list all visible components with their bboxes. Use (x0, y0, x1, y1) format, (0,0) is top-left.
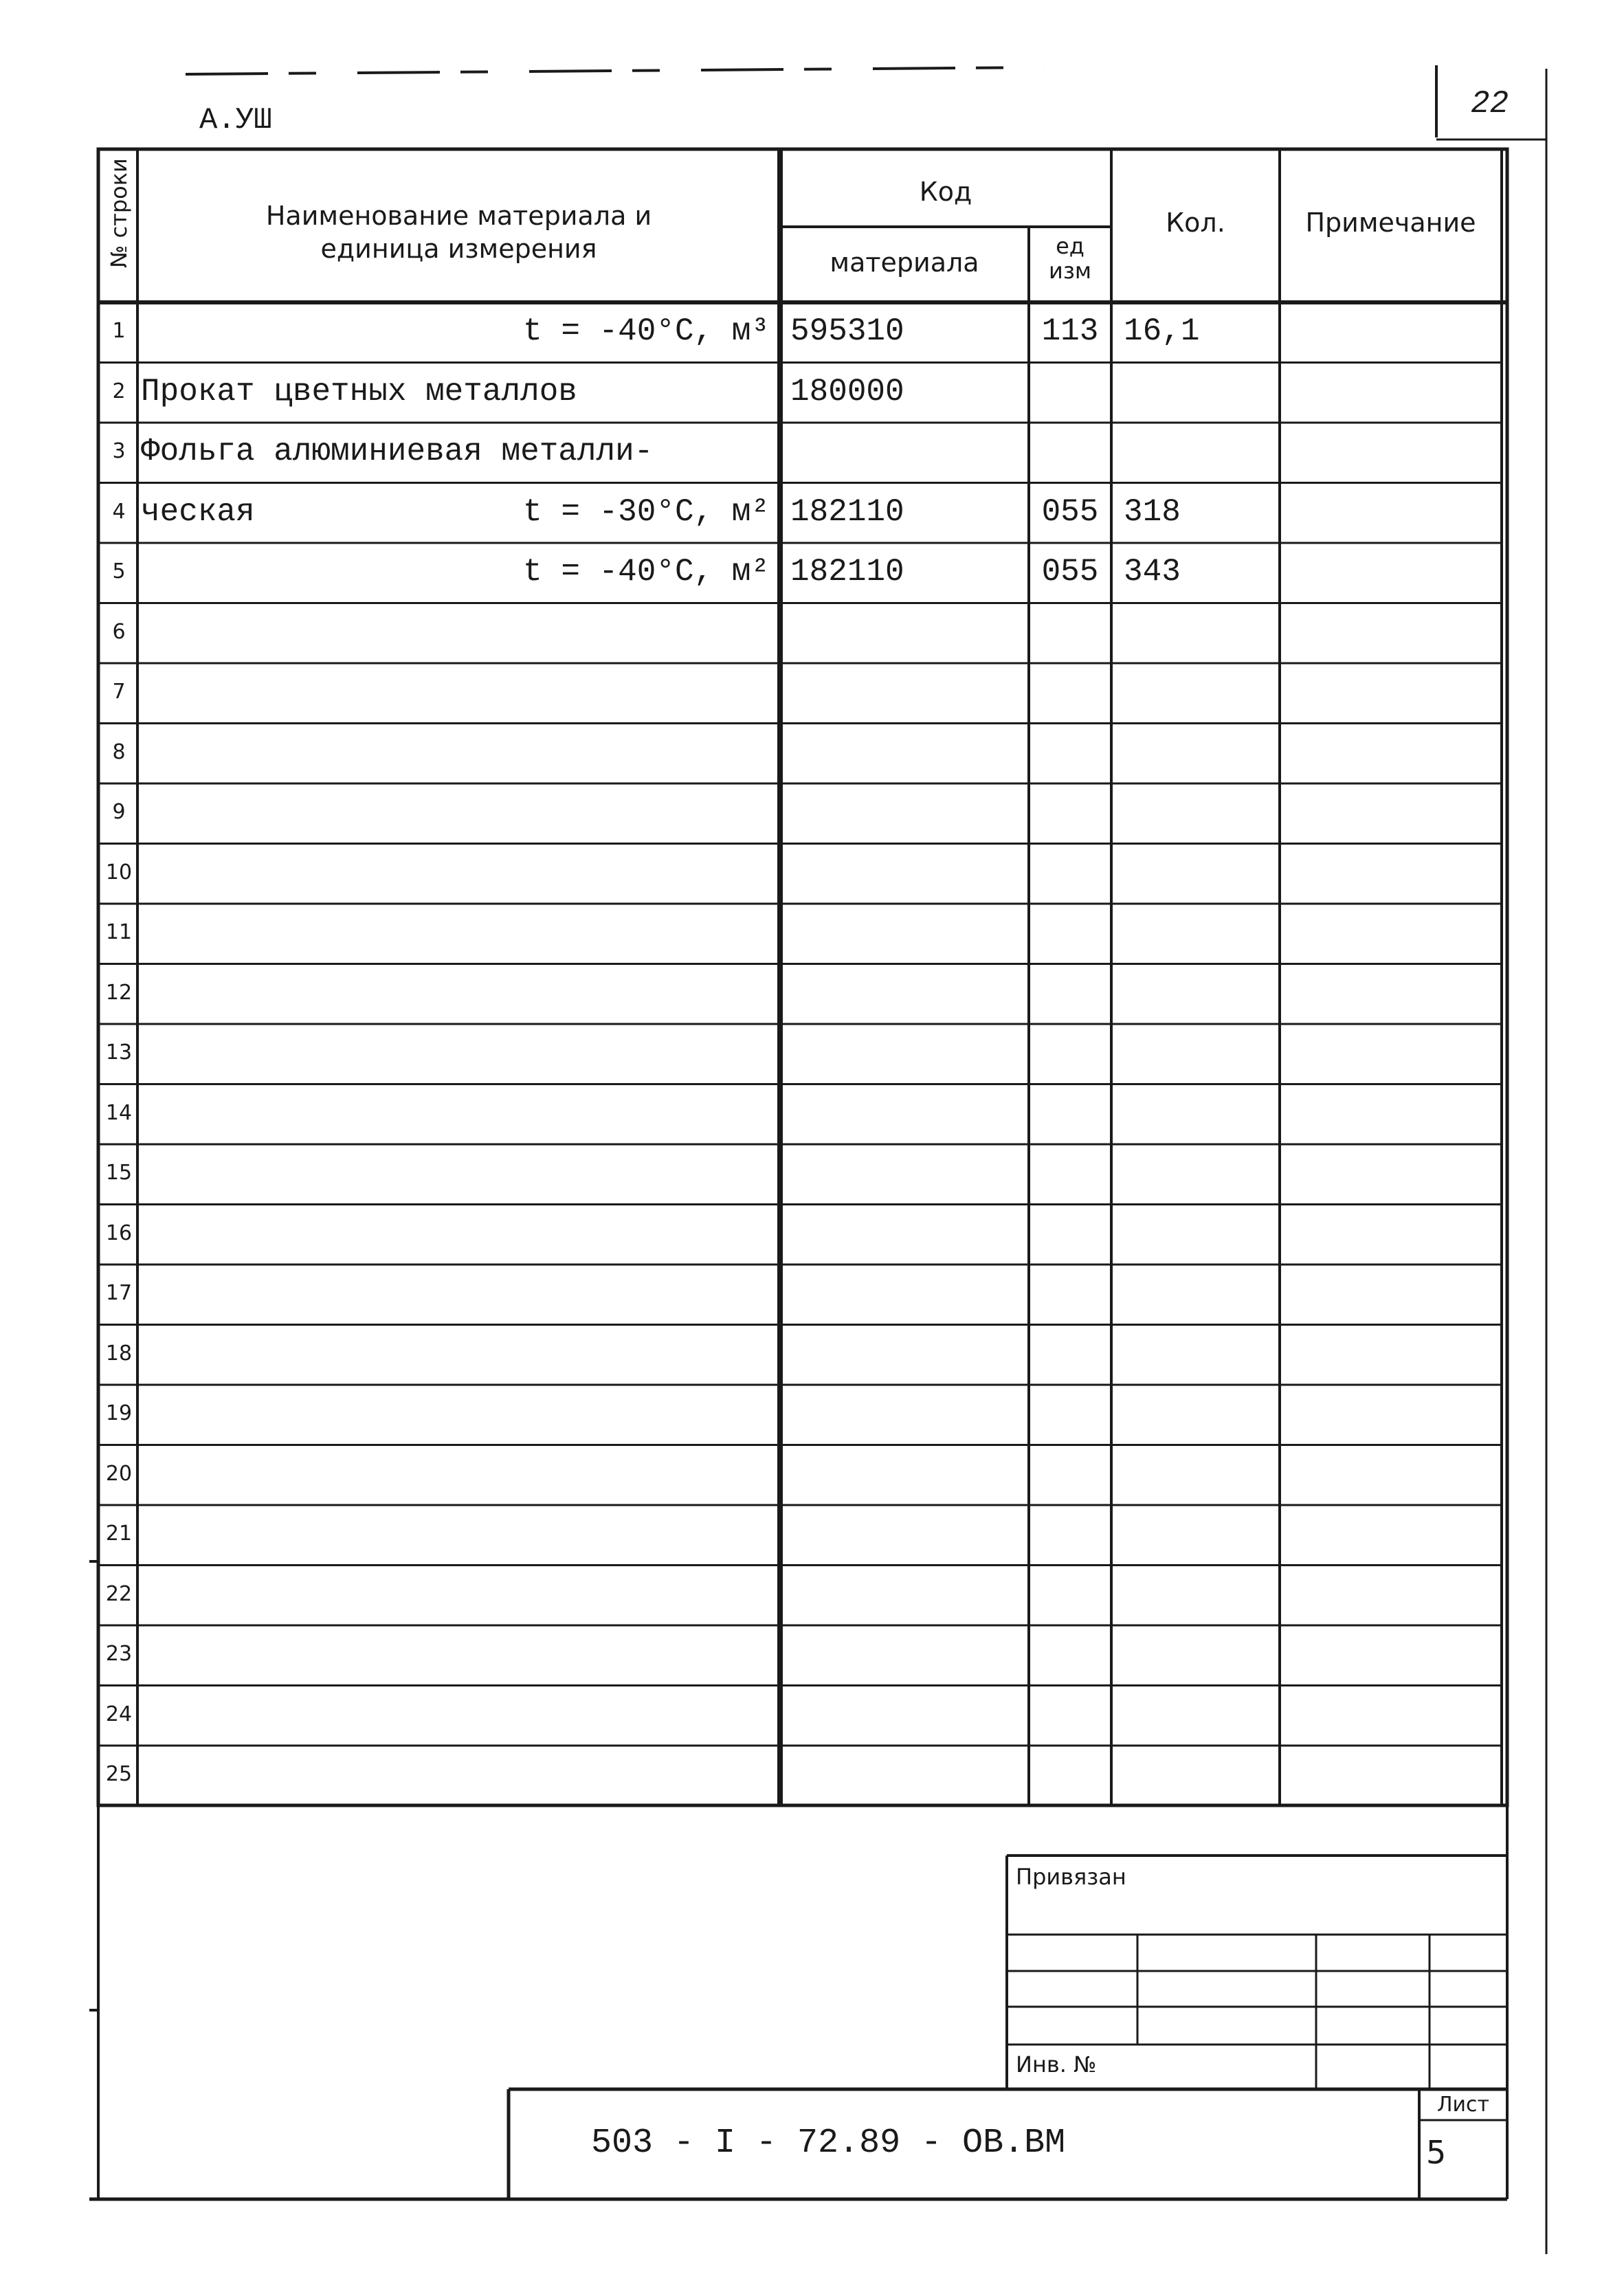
table-row (0, 483, 1624, 544)
inventory-label: Инв. № (1016, 2051, 1097, 2078)
row-number: 5 (112, 559, 126, 583)
row-number: 23 (105, 1642, 133, 1666)
page-number: 22 (1471, 86, 1509, 122)
table-row (0, 1566, 1624, 1626)
table-row (0, 663, 1624, 724)
header-row-number: № строки (106, 158, 132, 268)
header-quantity: Кол. (1166, 208, 1225, 238)
table-row (0, 783, 1624, 844)
row-unit-code: 055 (1041, 554, 1099, 590)
row-material-code: 595310 (790, 313, 904, 349)
header-note: Примечание (1305, 208, 1476, 238)
row-number: 1 (112, 319, 126, 343)
row-name-formula: t = -40°C, м³ (523, 313, 770, 349)
table-row (0, 363, 1624, 423)
header-unit-line2: изм (1049, 258, 1091, 284)
row-material-code: 182110 (790, 493, 904, 530)
table-row (0, 1625, 1624, 1686)
row-name-prefix: ческая (141, 493, 255, 530)
row-number: 25 (105, 1762, 133, 1786)
table-row (0, 964, 1624, 1025)
header-code-group: Код (919, 177, 972, 207)
row-quantity: 318 (1124, 493, 1181, 530)
table-row (0, 1265, 1624, 1325)
row-number: 10 (105, 860, 133, 884)
document-code-top: А.УШ (199, 103, 272, 137)
table-row (0, 543, 1624, 603)
table-row (0, 423, 1624, 483)
row-number: 3 (112, 439, 126, 463)
row-number: 8 (112, 739, 126, 764)
table-row (0, 1325, 1624, 1385)
row-number: 6 (112, 619, 126, 644)
row-number: 14 (105, 1100, 133, 1125)
row-number: 19 (105, 1401, 133, 1425)
row-number: 12 (105, 980, 133, 1005)
row-number: 20 (105, 1461, 133, 1486)
sheet-number: 5 (1426, 2134, 1447, 2171)
header-code-unit (1029, 234, 1111, 283)
row-unit-code: 113 (1041, 313, 1099, 349)
header-name (137, 199, 780, 265)
row-number: 9 (112, 800, 126, 824)
row-number: 22 (105, 1581, 133, 1606)
header-name-line1: Наименование материала и (265, 201, 652, 231)
row-name-prefix: Фольга алюминиевая металли- (141, 434, 654, 469)
row-number: 4 (112, 499, 126, 524)
table-row (0, 1024, 1624, 1084)
table-row (0, 302, 1624, 363)
row-number: 17 (105, 1281, 133, 1305)
row-material-code: 180000 (790, 373, 904, 410)
table-row (0, 1084, 1624, 1145)
sheet-label: Лист (1436, 2093, 1490, 2117)
row-name-formula: t = -40°C, м² (523, 554, 770, 590)
table-row (0, 904, 1624, 964)
row-number: 2 (112, 379, 126, 403)
row-number: 24 (105, 1702, 133, 1726)
table-row (0, 1445, 1624, 1506)
row-number: 15 (105, 1161, 133, 1185)
row-number: 7 (112, 680, 126, 704)
table-row (0, 724, 1624, 784)
header-unit-line1: ед (1056, 233, 1084, 259)
header-name-line2: единица измерения (320, 234, 597, 264)
table-row (0, 1686, 1624, 1746)
row-number: 16 (105, 1221, 133, 1245)
table-row (0, 603, 1624, 664)
bound-label: Привязан (1016, 1864, 1126, 1890)
document-number: 503 - I - 72.89 - ОВ.ВМ (591, 2124, 1066, 2163)
table-row (0, 1746, 1624, 1806)
table-row (0, 1144, 1624, 1205)
row-quantity: 16,1 (1124, 313, 1200, 349)
row-name-formula: t = -30°C, м² (523, 493, 770, 530)
row-number: 21 (105, 1522, 133, 1546)
row-name-prefix: Прокат цветных металлов (141, 373, 577, 410)
row-number: 11 (105, 920, 133, 944)
table-row (0, 1505, 1624, 1566)
table-row (0, 844, 1624, 904)
row-number: 18 (105, 1341, 133, 1366)
row-number: 13 (105, 1040, 133, 1065)
row-quantity: 343 (1124, 554, 1181, 590)
header-code-material: материала (830, 247, 979, 278)
table-row (0, 1385, 1624, 1445)
row-unit-code: 055 (1041, 493, 1099, 530)
row-material-code: 182110 (790, 554, 904, 590)
table-row (0, 1205, 1624, 1265)
